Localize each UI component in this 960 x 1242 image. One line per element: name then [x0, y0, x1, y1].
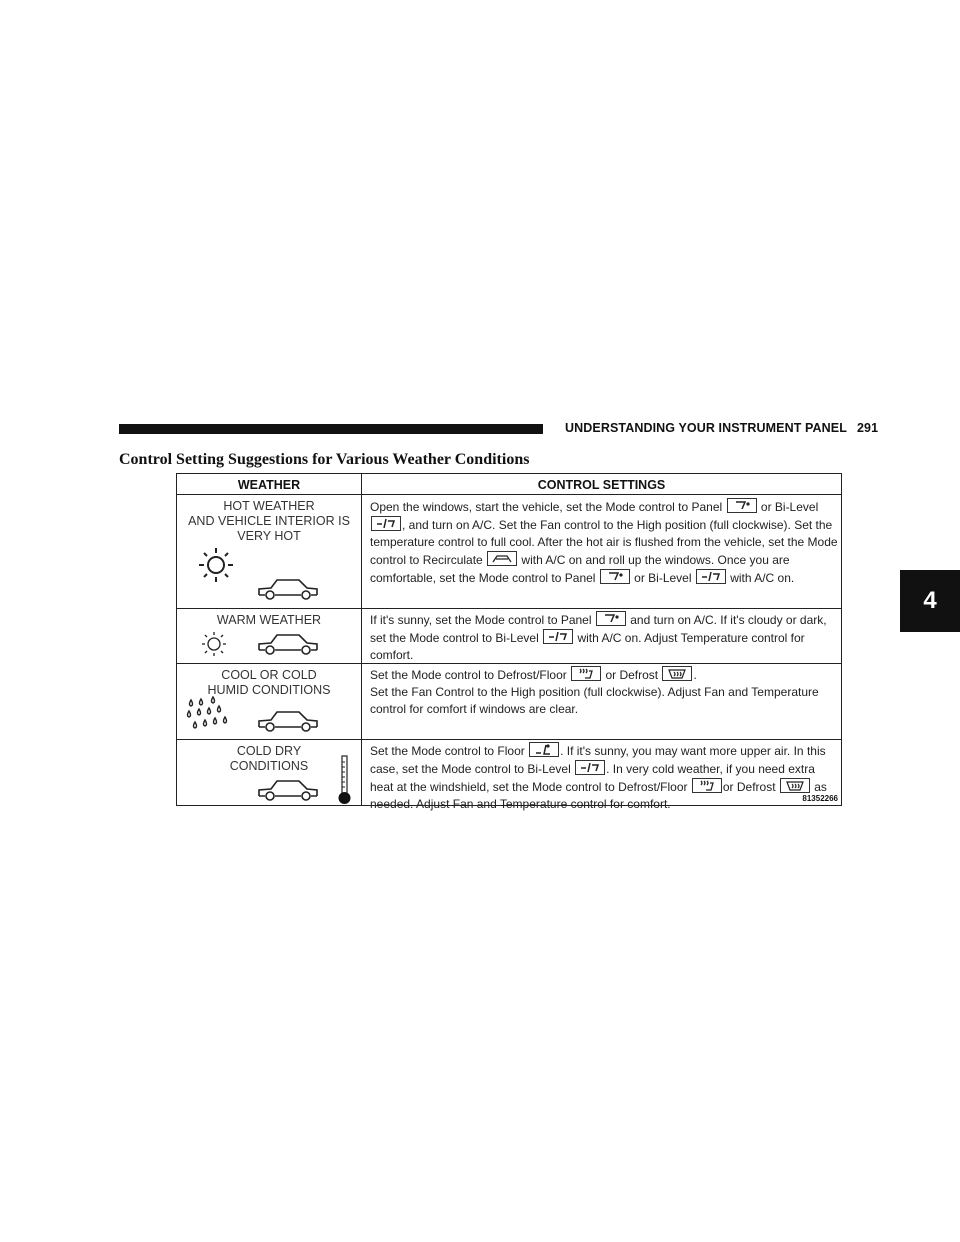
bi-level-mode-icon: [543, 629, 573, 644]
car-icon: [255, 708, 321, 734]
panel-mode-icon: [596, 611, 626, 626]
settings-cool-humid: Set the Mode control to Defrost/Floor or Defrost . Set the Fan Control to the High position (full clockwise). Adjust Fan and Temperature control for comfort if windows are clear.: [370, 668, 819, 716]
weather-label-cold-dry: COLD DRY CONDITIONS: [229, 744, 309, 773]
defrost-mode-icon: [662, 666, 692, 681]
car-icon: [255, 576, 321, 602]
section-title: Control Setting Suggestions for Various Weather Conditions: [119, 451, 530, 468]
sun-icon: [195, 544, 237, 586]
header-rule: [119, 424, 543, 434]
column-header-settings: CONTROL SETTINGS: [537, 478, 666, 492]
defrost-floor-mode-icon: [692, 778, 722, 793]
car-icon: [255, 631, 321, 657]
row-divider: [177, 739, 841, 740]
weather-label-hot: HOT WEATHER AND VEHICLE INTERIOR IS VERY HOT: [188, 499, 350, 543]
defrost-floor-mode-icon: [571, 666, 601, 681]
page-number: 291: [856, 421, 879, 435]
settings-warm: If it's sunny, set the Mode control to Panel and turn on A/C. If it's cloudy or dark, set the Mode control to Bi-Level with A/C on. Adjust Temperature control for comfort.: [370, 613, 827, 662]
car-icon: [255, 777, 321, 803]
weather-settings-table: [176, 473, 842, 811]
figure-code: 81352266: [802, 794, 838, 803]
chapter-tab: 4: [900, 570, 960, 632]
weather-label-cool-humid: COOL OR COLD HUMID CONDITIONS: [207, 668, 331, 697]
row-divider: [177, 608, 841, 609]
weather-label-warm: WARM WEATHER: [216, 613, 322, 627]
bi-level-mode-icon: [371, 516, 401, 531]
thermometer-icon: [337, 754, 353, 806]
settings-cold-dry: Set the Mode control to Floor . If it's sunny, you may want more upper air. In this case, set the Mode control to Bi-Level . In very cold weather, if you need extra heat at the windshield, set the Mode control to Defrost/Floor or Defrost as needed. Adjust Fan and Temperature control for comfort.: [370, 744, 827, 811]
sun-icon: [199, 629, 229, 659]
defrost-mode-icon: [780, 778, 810, 793]
recirculate-icon: [487, 551, 517, 566]
bi-level-mode-icon: [696, 569, 726, 584]
header-title: UNDERSTANDING YOUR INSTRUMENT PANEL: [565, 421, 847, 435]
running-header: [565, 421, 903, 435]
panel-mode-icon: [727, 498, 757, 513]
settings-hot: Open the windows, start the vehicle, set the Mode control to Panel or Bi-Level , and turn on A/C. Set the Fan control to the High position (full clockwise). Set the temperature control to full cool. After the hot air is flushed from the vehicle, set the Mode control to Recirculate with A/C on and roll up the windows. Once you are comfortable, set the Mode control to Panel or Bi-Level with A/C on.: [370, 500, 838, 585]
column-divider: [361, 474, 362, 805]
column-header-weather: WEATHER: [237, 478, 301, 492]
bi-level-mode-icon: [575, 760, 605, 775]
raindrops-icon: [185, 696, 229, 734]
row-divider: [177, 494, 841, 495]
floor-mode-icon: [529, 742, 559, 757]
panel-mode-icon: [600, 569, 630, 584]
